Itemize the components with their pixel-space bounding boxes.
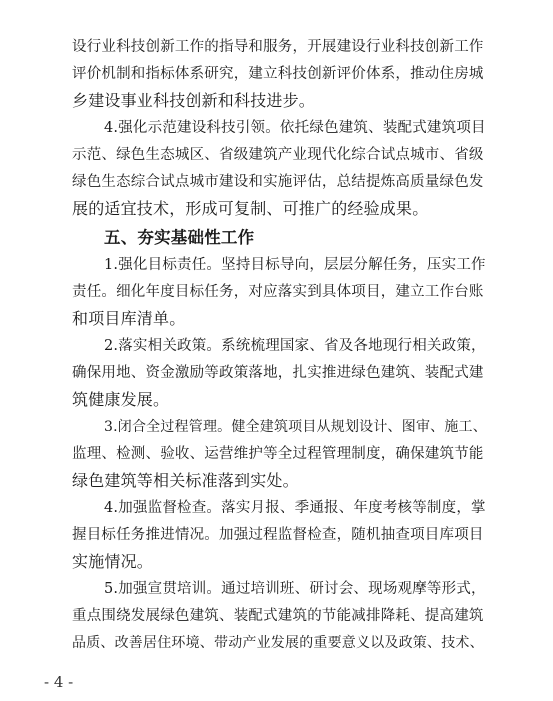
text-line: 确保用地、资金激励等政策落地，扎实推进绿色建筑、装配式建 xyxy=(72,365,484,381)
text-line: 2.落实相关政策。系统梳理国家、省及各地现行相关政策， xyxy=(104,338,486,354)
text-line: 4.加强监督检查。落实月报、季通报、年度考核等制度，掌 xyxy=(104,500,486,516)
text-line: 和项目库清单。 xyxy=(72,309,186,328)
text-line: 4.强化示范建设科技引领。依托绿色建筑、装配式建筑项目 xyxy=(104,120,486,136)
text-line: 3.闭合全过程管理。健全建筑项目从规划设计、图审、施工、 xyxy=(104,419,487,435)
text-line: 监理、检测、验收、运营维护等全过程管理制度，确保建筑节能 xyxy=(72,446,484,462)
text-line: 重点围绕发展绿色建筑、装配式建筑的节能减排降耗、提高建筑 xyxy=(72,608,484,624)
text-line: 实施情况。 xyxy=(72,552,154,571)
text-line: 设行业科技创新工作的指导和服务，开展建设行业科技创新工作 xyxy=(72,39,484,55)
text-line: 5.加强宣贯培训。通过培训班、研讨会、现场观摩等形式， xyxy=(104,581,486,597)
text-line: 绿色建筑等相关标准落到实处。 xyxy=(72,471,299,490)
text-line: 1.强化目标责任。坚持目标导向，层层分解任务，压实工作 xyxy=(104,257,486,273)
text-line: 展的适宜技术，形成可复制、可推广的经验成果。 xyxy=(72,199,429,218)
text-line: 责任。细化年度目标任务，对应落实到具体项目，建立工作台账 xyxy=(72,284,484,300)
text-line: 绿色生态综合试点城市建设和实施评估，总结提炼高质量绿色发 xyxy=(72,174,484,190)
text-line: 乡建设事业科技创新和科技进步。 xyxy=(72,91,316,110)
text-line: 握目标任务推进情况。加强过程监督检查，随机抽查项目库项目 xyxy=(72,527,484,543)
page-number: - 4 - xyxy=(44,673,74,691)
section-heading: 五、夯实基础性工作 xyxy=(104,228,255,247)
text-line: 示范、绿色生态城区、省级建筑产业现代化综合试点城市、省级 xyxy=(72,147,484,163)
text-line: 评价机制和指标体系研究，建立科技创新评价体系，推动住房城 xyxy=(72,66,484,82)
text-line: 筑健康发展。 xyxy=(72,390,170,409)
text-line: 品质、改善居住环境、带动产业发展的重要意义以及政策、技术、 xyxy=(72,635,484,651)
